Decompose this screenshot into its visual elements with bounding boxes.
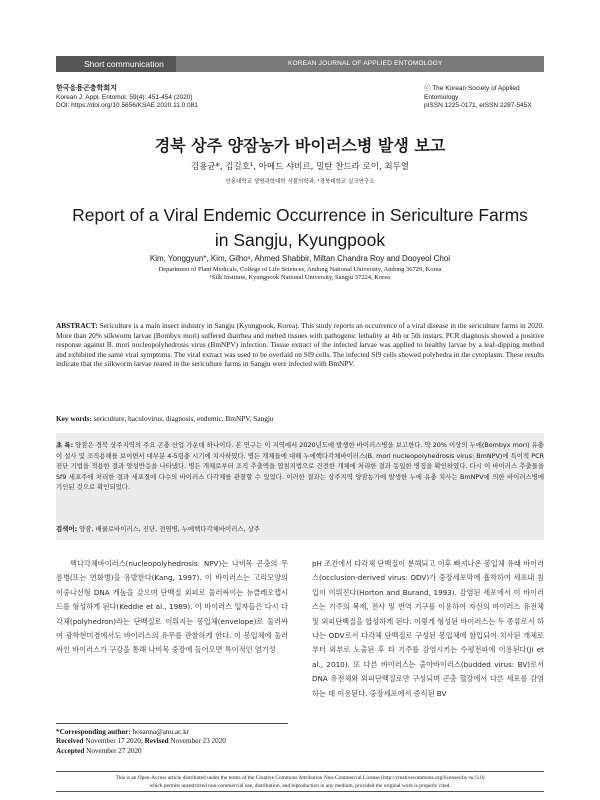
abstract-text: Sericulture is a main insect industry in Sangju (Kyungpook, Korea). This study reports an occurrence of a viral disease in the sericulture farms in 2020. More than 20% silkworm larvae (Bombyx mori) suffered diarrhea and melted tissues with pathogenic lethality at 4th or 5th instars. PCR diagnosis showed a positive response against B. mori nucleopolyhedrosis virus (BmNPV) infection. Tissue extract of the infected larvae was applied to healthy larvae by a leaf-dipping method and exhibited the same viral symptoms. The viral extract was used to be overlaid on Sf9 cells. The infected Sf9 cells showed polyhedra in the cytoplasm. These results indicate that the silkworm larvae reared in the sericulture farms in Sangju were infected with BmNPV. — [56, 321, 544, 369]
corresponding-label: *Corresponding author: — [56, 728, 131, 736]
dates-line-1 — [56, 737, 288, 746]
received-date: November 17 2020; — [83, 737, 143, 746]
keywords-label: Key words: — [56, 414, 92, 423]
keywords-english — [56, 414, 544, 423]
affiliation-korean: 안동대학교 생명과학대학 식물의학과, ¹경북대학교 실크연구소 — [225, 179, 375, 185]
affiliation-english-2: ¹Silk Institute, Kyungpook National University, Sangju 37224, Korea — [209, 274, 391, 281]
keywords-korean-label: 검색어: — [56, 525, 78, 533]
body-column-right — [312, 557, 544, 701]
revised-date: November 23 2020 — [168, 737, 226, 746]
doi-link[interactable]: DOI: https://doi.org/10.5656/KSAE.2020.11.0.081 — [56, 102, 198, 109]
license-line-2: which permits unrestricted non-commercial use, distribution, and reproduction in any medium, provided the original work is properly cited. — [149, 783, 451, 789]
corresponding-author — [56, 728, 288, 737]
footnote — [56, 728, 288, 756]
keywords-korean — [56, 524, 544, 533]
footnote-divider — [56, 723, 288, 724]
section-label: Short communication — [56, 56, 176, 72]
abstract-label: ABSTRACT: — [56, 321, 98, 330]
body-paragraph: pH 조건에서 다각체 단백질이 분해되고 이후 빠져나온 봉입체 유래 바이러스(occlusion-derived virus: ODV)가 중장세포막에 흡착하여 세포내 침입이 이뤄진다(Horton and Burand, 1993). 감염된 세포에서 이 바이러스는 기주의 복제, 전사 및 번역 기구를 이용하여 자신의 바이러스 유전체 및 외피단백질을 합성하게 된다. 이렇게 형성된 바이러스는 두 종류로서 하나는 ODV로서 다각체 단백질로 구성된 봉입체에 함입되어 치사된 개체로부터 외부로 노출된 후 타 기주를 감염시키는 수평전파에 이용된다(Ji et al., 2010). 또 다른 바이러스는 출아바이러스(budded virus: BV)로서 DNA 유전체와 외피단백질로만 구성되며 곤충 혈강에서 다른 세포를 감염하는 데 이용된다. 중장세포에서 증식된 BV — [312, 559, 544, 698]
title-english-line1: Report of a Viral Endemic Occurrence in Sericulture Farms — [72, 205, 528, 225]
license-notice — [56, 771, 544, 792]
corresponding-email[interactable]: hosanna@anu.ac.kr — [130, 728, 190, 736]
keywords-text: sericulture, baculovirus, diagnosis, endemic, BmNPV, Sangju — [91, 414, 274, 423]
authors-korean: 김용균*, 김길호¹, 아메드 샤비르, 밀탄 찬드라 로이, 최두열 — [190, 162, 410, 172]
body-column-left — [56, 557, 288, 658]
citation-block — [56, 85, 198, 111]
title-english-line2: in Sangju, Kyungpook — [214, 230, 386, 250]
dates-line-2 — [56, 747, 288, 756]
header-bar — [56, 56, 544, 72]
journal-name-kr: 한국응용곤충학회지 — [56, 85, 117, 92]
received-label: Received — [56, 737, 84, 746]
accepted-date: November 27 2020 — [84, 746, 142, 755]
license-line-1: This is an Open-Access article distributed under the terms of the Creative Commons Attribution Non-Commercial License (http://creativecommons.org/licenses/by-nc/3.0) — [115, 775, 485, 781]
copyright-block — [424, 85, 544, 111]
abstract-korean — [56, 440, 544, 493]
issn: pISSN 1225-0171, eISSN 2287-545X — [424, 102, 532, 109]
citation-ref: Korean J. Appl. Entomol. 59(4): 451-454 (2020) — [56, 93, 193, 101]
abstract-korean-label: 초 록: — [56, 441, 74, 449]
abstract-korean-text: 양잠은 경북 상주지역의 주요 곤충 산업 가운데 하나이다. 본 연구는 이 지역에서 2020년도에 발생한 바이러스병을 보고한다. 약 20% 이상의 누에(Bombyx mori) 유충이 설사 및 조직용해를 보이면서 대부분 4-5령충 시기에 치사하였다. 병든 개체들에 대해 누에핵다각체바이러스(B. mori nucleopolyhedrosis virus: BmNPV)에 특이적 PCR 진단 기법을 적용한 결과 양성반응을 나타냈다. 병든 개체로부터 조직 추출액을 엽침지법으로 건전한 개체에 처리한 결과 동일한 병징을 확인하였다. 다시 이 바이러스 추출물을 Sf9 세포주에 처리한 결과 세포질에 다수의 바이러스 다각체를 관찰할 수 있었다. 이러한 결과는 상주지역 양잠농가에 발생한 누에 유충 치사는 BmNPV에 의한 바이러스병에 기인된 것으로 확인되었다. — [56, 441, 544, 492]
body-paragraph: 핵다각체바이러스(nucleopolyhedrosis: NPV)는 나비목 곤충의 무름병(또는 연화병)을 유발한다(Kang, 1997). 이 바이러스는 고리모양의 이중나선형 DNA 게놈을 갖으며 단백질 외피로 둘러싸이는 뉴클레오캡시드를 형성하게 된다(Keddie et al., 1989). 이 바이러스 입자들은 다시 다각체(polyhedron)라는 단백질로 이뤄지는 봉입체(envelope)로 둘러싸여 광학현미경에서도 바이러스의 유무를 관찰하게 한다. 이 봉입체에 둘러싸인 바이러스가 구강을 통해 나비목 중장에 들어오면 특이적인 염기성 — [56, 559, 288, 655]
title-korean: 경북 상주 양잠농가 바이러스병 발생 보고 — [154, 136, 446, 155]
affiliation-english-1: Department of Plant Medicals, College of Life Sciences, Andong National University, Andong 36729, Korea — [158, 266, 442, 273]
title-english — [0, 203, 600, 253]
authors-english: Kim, Yonggyun*, Kim, Gilho¹, Ahmed Shabbir, Miltan Chandra Roy and Dooyeol Choi — [149, 254, 451, 263]
accepted-label: Accepted — [56, 746, 85, 755]
journal-name: KOREAN JOURNAL OF APPLIED ENTOMOLOGY — [288, 60, 443, 67]
revised-label: Revised — [144, 737, 169, 746]
copyright-society: ⓒ The Korean Society of Applied Entomology — [424, 85, 520, 101]
affiliation-english — [0, 266, 600, 282]
keywords-korean-text: 양잠, 배큘로바이러스, 진단, 전염병, 누에핵다각체바이러스, 상주 — [77, 525, 260, 533]
abstract-english — [56, 321, 544, 369]
